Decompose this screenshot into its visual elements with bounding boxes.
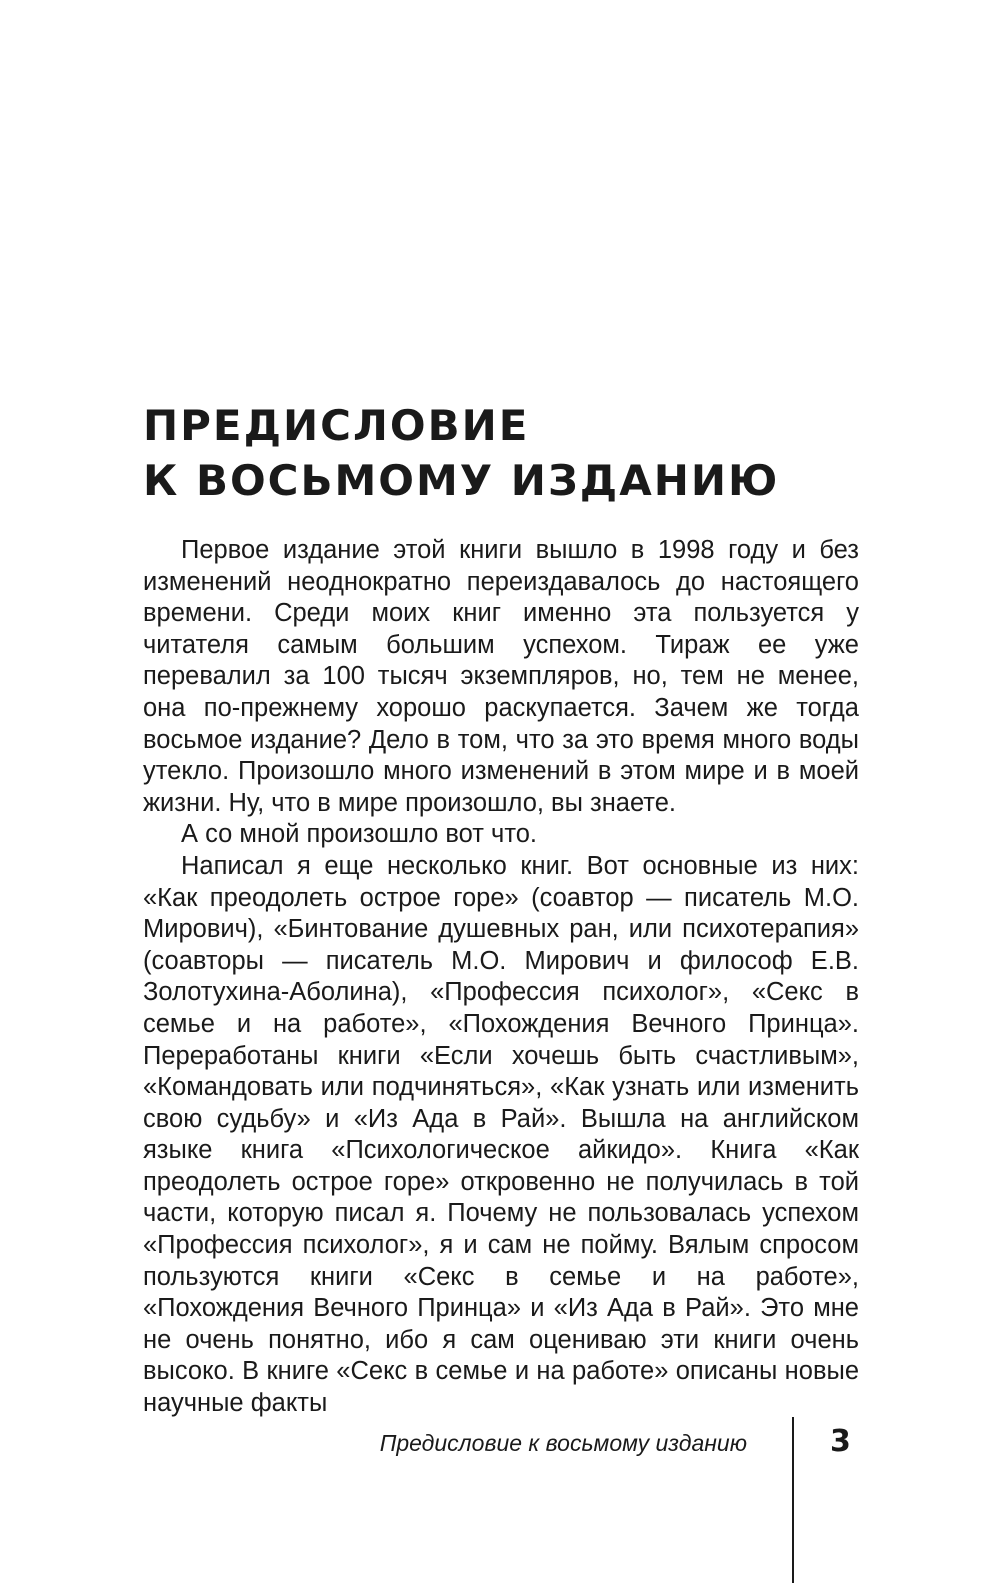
paragraph-3: Написал я еще несколько книг. Вот основные из них: «Как преодолеть острое горе» (соавтор — писатель М.О. Мирович), «Бинтование душевных ран, или психотерапия» (соавторы — писатель М.О. Мирович и философ Е.В. Золотухина-Аболина), «Профессия психолог», «Секс в семье и на работе», «Похождения Вечного Принца». Переработаны книги «Если хочешь быть счастливым», «Командовать или подчиняться», «Как узнать или изменить свою судьбу» и «Из Ада в Рай». Вышла на английском языке книга «Психологическое айкидо». Книга «Как преодолеть острое горе» откровенно не получилась в той части, которую писал я. Почему не пользовалась успехом «Профессия психолог», я и сам не пойму. Вялым спросом пользуются книги «Секс в семье и на работе», «Похождения Вечного Принца» и «Из Ада в Рай». Это мне не очень понятно, ибо я сам оцениваю эти книги очень высоко. В книге «Секс в семье и на работе» описаны новые научные факты [143,851,859,1418]
chapter-title-line-1: ПРЕДИСЛОВИЕ [143,401,530,450]
paragraph-1: Первое издание этой книги вышло в 1998 году и без изменений неоднократно переиздавалось до настоящего времени. Среди моих книг именно эта пользуется у читателя самым большим успехом. Тираж ее уже перевалил за 100 тысяч экземпляров, но, тем не менее, она по-прежнему хорошо раскупается. Зачем же тогда восьмое издание? Дело в том, что за это время много воды утекло. Произошло много изменений в этом мире и в моей жизни. Ну, что в мире произошло, вы знаете. [143,536,859,817]
paragraph-2: А со мной произошло вот что. [181,820,538,849]
running-footer-title: Предисловие к восьмому изданию [379,1430,747,1456]
footer-divider [792,1417,794,1583]
page-number: 3 [830,1424,851,1459]
chapter-title [143,398,863,508]
chapter-title-line-2: К ВОСЬМОМУ ИЗДАНИЮ [143,456,780,505]
body-text [143,535,859,1420]
